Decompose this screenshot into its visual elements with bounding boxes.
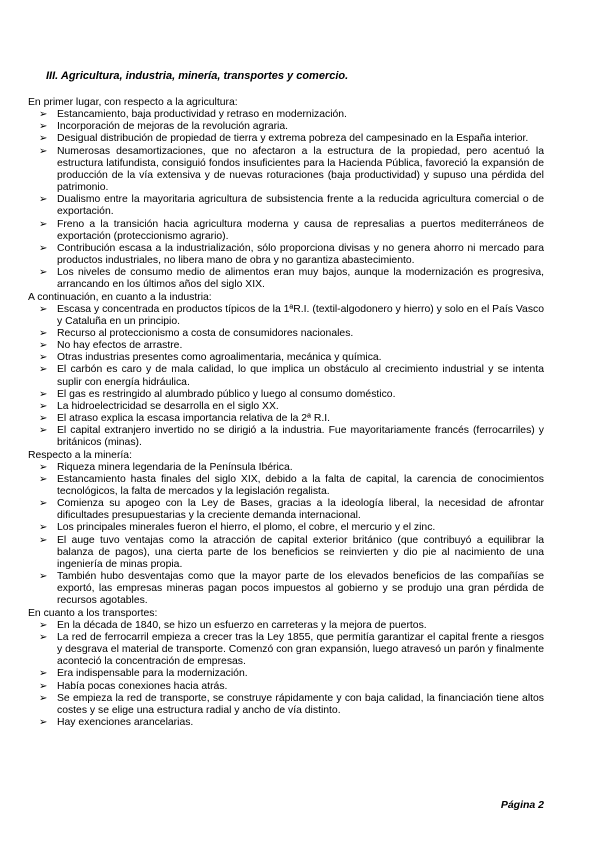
arrow-bullet-icon: ➢ xyxy=(39,534,48,546)
arrow-bullet-icon: ➢ xyxy=(39,145,48,157)
list-item-text: Riqueza minera legendaria de la Península Ibérica. xyxy=(57,461,293,473)
list-item-text: El auge tuvo ventajas como la atracción de capital exterior británico (que contribuyó a equilibrar la balanza de pagos), una cierta parte de los beneficios se reinvierten y dio pie al nacimiento de una ingeniería de minas propia. xyxy=(57,534,544,570)
list-item-text: Se empieza la red de transporte, se construye rápidamente y con baja calidad, la financiación tiene altos costes y se elige una estructura radial y ancho de vía distinto. xyxy=(57,692,544,716)
arrow-bullet-icon: ➢ xyxy=(39,218,48,230)
arrow-bullet-icon: ➢ xyxy=(39,303,48,315)
document-body xyxy=(28,97,544,729)
list-item xyxy=(28,425,544,449)
arrow-bullet-icon: ➢ xyxy=(39,619,48,631)
list-item-text: El atraso explica la escasa importancia relativa de la 2ª R.I. xyxy=(57,413,330,425)
list-item-text: En la década de 1840, se hizo un esfuerzo en carreteras y la mejora de puertos. xyxy=(57,619,427,631)
list-item-text: Recurso al proteccionismo a costa de consumidores nacionales. xyxy=(57,327,354,339)
list-item xyxy=(28,474,544,498)
arrow-bullet-icon: ➢ xyxy=(39,631,48,643)
list-item-text: El carbón es caro y de mala calidad, lo que implica un obstáculo al crecimiento industrial y se intenta suplir con energía hidráulica. xyxy=(57,364,544,388)
bullet-list xyxy=(28,304,544,450)
list-item xyxy=(28,352,544,364)
list-item xyxy=(28,413,544,425)
arrow-bullet-icon: ➢ xyxy=(39,340,48,352)
list-item xyxy=(28,194,544,218)
arrow-bullet-icon: ➢ xyxy=(39,242,48,254)
arrow-bullet-icon: ➢ xyxy=(39,716,48,728)
section-agriculture xyxy=(28,97,544,292)
arrow-bullet-icon: ➢ xyxy=(39,267,48,279)
arrow-bullet-icon: ➢ xyxy=(39,400,48,412)
arrow-bullet-icon: ➢ xyxy=(39,461,48,473)
section-title: III. Agricultura, industria, minería, transportes y comercio. xyxy=(46,70,349,82)
arrow-bullet-icon: ➢ xyxy=(39,413,48,425)
list-item-text: Otras industrias presentes como agroalimentaria, mecánica y química. xyxy=(57,352,382,364)
arrow-bullet-icon: ➢ xyxy=(39,194,48,206)
arrow-bullet-icon: ➢ xyxy=(39,680,48,692)
list-item-text: Estancamiento hasta finales del siglo XIX, debido a la falta de capital, la carencia de conocimientos tecnológicos, la falta de mercados y la legislación regalista. xyxy=(57,473,544,497)
list-item xyxy=(28,364,544,388)
list-item xyxy=(28,632,544,668)
list-item-text: El capital extranjero invertido no se dirigió a la industria. Fue mayoritariamente francés (ferrocarriles) y británicos (minas). xyxy=(57,425,544,449)
arrow-bullet-icon: ➢ xyxy=(39,692,48,704)
list-item xyxy=(28,462,544,474)
section-intro: Respecto a la minería: xyxy=(28,449,132,461)
list-item xyxy=(28,328,544,340)
list-item-text: Los niveles de consumo medio de alimentos eran muy bajos, aunque la modernización es progresiva, arrancando en los últimos años del siglo XIX. xyxy=(57,267,544,291)
list-item-text: No hay efectos de arrastre. xyxy=(57,340,183,352)
arrow-bullet-icon: ➢ xyxy=(39,327,48,339)
list-item-text: El gas es restringido al alumbrado público y luego al consumo doméstico. xyxy=(57,388,396,400)
arrow-bullet-icon: ➢ xyxy=(39,522,48,534)
section-intro: En cuanto a los transportes: xyxy=(28,607,158,619)
list-item xyxy=(28,522,544,534)
section-industry xyxy=(28,292,544,450)
arrow-bullet-icon: ➢ xyxy=(39,668,48,680)
bullet-list xyxy=(28,109,544,291)
arrow-bullet-icon: ➢ xyxy=(39,352,48,364)
list-item xyxy=(28,668,544,680)
list-item-text: Comienza su apogeo con la Ley de Bases, gracias a la ideología liberal, la necesidad de afrontar dificultades presupuestarias y la creciente demanda internacional. xyxy=(57,498,544,522)
bullet-list xyxy=(28,462,544,608)
list-item-text: La red de ferrocarril empieza a crecer tras la Ley 1855, que permitía garantizar el capital frente a riesgos y desgrava el material de transporte. Comenzó con gran expansión, luego atravesó un parón y finalmente aconteció la concentración de empresas. xyxy=(57,631,544,668)
list-item-text: Hay exenciones arancelarias. xyxy=(57,716,194,728)
list-item-text: Contribución escasa a la industrialización, sólo proporciona divisas y no genera ahorro ni mercado para productos industriales, no libera mano de obra y no garantiza abastecimiento. xyxy=(57,242,544,267)
list-item-text: Dualismo entre la mayoritaria agricultura de subsistencia frente a la reducida agricultura comercial o de exportación. xyxy=(57,194,544,218)
list-item xyxy=(28,693,544,717)
list-item xyxy=(28,146,544,195)
list-item xyxy=(28,389,544,401)
list-item xyxy=(28,267,544,291)
list-item xyxy=(28,401,544,413)
list-item xyxy=(28,620,544,632)
bullet-list xyxy=(28,620,544,729)
list-item xyxy=(28,109,544,121)
arrow-bullet-icon: ➢ xyxy=(39,425,48,437)
section-transport xyxy=(28,608,544,730)
list-item-text: Estancamiento, baja productividad y retraso en modernización. xyxy=(57,109,347,121)
list-item-text: Escasa y concentrada en productos típicos de la 1ªR.I. (textil-algodonero y hierro) y solo en el País Vasco y Cataluña en un principio. xyxy=(57,303,544,327)
list-item xyxy=(28,304,544,328)
arrow-bullet-icon: ➢ xyxy=(39,121,48,133)
arrow-bullet-icon: ➢ xyxy=(39,473,48,485)
list-item xyxy=(28,133,544,145)
arrow-bullet-icon: ➢ xyxy=(39,133,48,145)
list-item xyxy=(28,243,544,267)
list-item-text: Desigual distribución de propiedad de tierra y extrema pobreza del campesinado en la España interior. xyxy=(57,133,529,145)
list-item xyxy=(28,535,544,571)
list-item-text: También hubo desventajas como que la mayor parte de los elevados beneficios de las compañías se exportó, las empresas mineras pagan pocos impuestos al gobierno y se produjo una gran pérdida de recursos agotables. xyxy=(57,571,544,607)
list-item-text: Era indispensable para la modernización. xyxy=(57,668,248,680)
list-item xyxy=(28,121,544,133)
list-item xyxy=(28,681,544,693)
list-item-text: Incorporación de mejoras de la revolución agraria. xyxy=(57,121,289,133)
list-item xyxy=(28,498,544,522)
arrow-bullet-icon: ➢ xyxy=(39,109,48,121)
list-item-text: Los principales minerales fueron el hierro, el plomo, el cobre, el mercurio y el zinc. xyxy=(57,522,436,534)
arrow-bullet-icon: ➢ xyxy=(39,498,48,510)
section-intro: A continuación, en cuanto a la industria: xyxy=(28,291,212,303)
list-item-text: Freno a la transición hacia agricultura moderna y causa de represalias a puertos mediterráneos de exportación (proteccionismo agrario). xyxy=(57,218,544,242)
arrow-bullet-icon: ➢ xyxy=(39,388,48,400)
list-item-text: Había pocas conexiones hacia atrás. xyxy=(57,680,228,692)
section-intro: En primer lugar, con respecto a la agricultura: xyxy=(28,97,238,108)
list-item xyxy=(28,571,544,607)
list-item-text: La hidroelectricidad se desarrolla en el siglo XX. xyxy=(57,400,279,412)
page-number: Página 2 xyxy=(500,799,544,811)
list-item xyxy=(28,717,544,729)
list-item xyxy=(28,219,544,243)
list-item xyxy=(28,340,544,352)
arrow-bullet-icon: ➢ xyxy=(39,571,48,583)
section-mining xyxy=(28,450,544,608)
list-item-text: Numerosas desamortizaciones, que no afectaron a la estructura de la propiedad, pero acentuó la estructura latifundista, consiguió fondos insuficientes para la Hacienda Pública, favoreció la expansión de producción de la vía extensiva y de nuevas roturaciones (baja productividad) y supuso una pérdida del patrimonio. xyxy=(57,145,544,194)
arrow-bullet-icon: ➢ xyxy=(39,364,48,376)
